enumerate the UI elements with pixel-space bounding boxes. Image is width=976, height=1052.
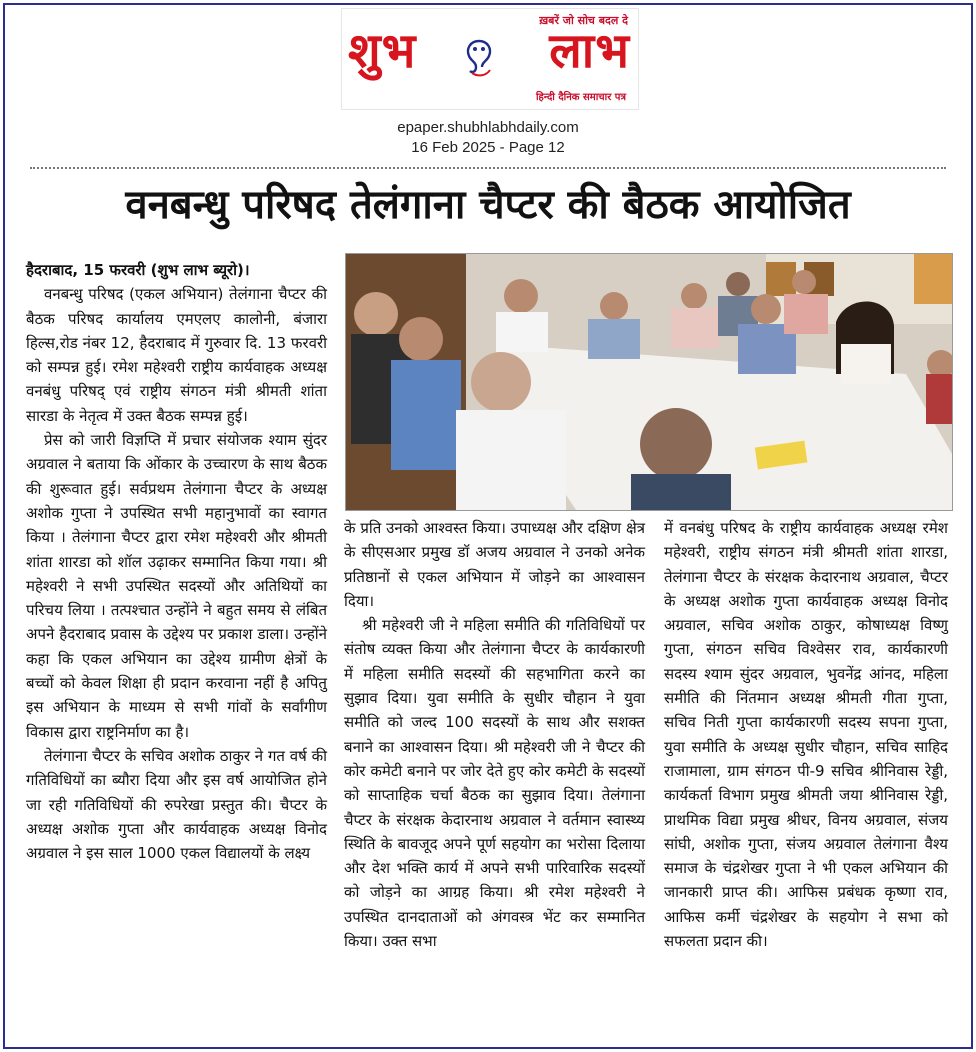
paragraph: में वनबंधु परिषद के राष्ट्रीय कार्यवाहक अध्यक्ष रमेश महेश्वरी, राष्ट्रीय संगठन मंत्री श्रीमती शांता शारडा, तेलंगाना चैप्टर के संरक्षक केदारनाथ अग्रवाल, चैप्टर के अध्यक्ष अशोक गुप्ता कार्यवाहक अध्यक्ष विनोद अग्रवाल, सचिव अशोक ठाकुर, कोषाध्यक्ष विष्णु गुप्ता, संगठन सचिव विश्वेसर राव, कार्यकारणी सदस्य श्याम सुंदर अग्रवाल, भुवनेंद्र आंनद, महिला समीति की निंतमान अध्यक्ष श्रीमती गीता गुप्ता, सचिव निती गुप्ता कार्यकारणी सदस्य सपना गुप्ता, युवा समीति के अध्यक्ष सुधीर चौहान, सचिव साहिद राजामाला, ग्राम संगठन पी-9 सचिव श्रीनिवास रेड्डी, कार्यकर्ता विभाग प्रमुख श्रीमती जया श्रीनिवास रेड्डी, प्राथमिक विद्या प्रमुख श्रीधर, विनय अग्रवाल, संजय सांघी, अशोक गुप्ता, संजय अग्रवाल तेलंगाना वैश्य समाज के चंद्रशेखर गुप्ता ने भी एकल अभियान की जानकारी प्राप्त की। आफिस प्रबंधक कृष्णा राव, आफिस कर्मी चंद्रशेखर के सहयोग ने सभा को सफलता प्रदान की। xyxy=(664,519,948,951)
masthead-logo xyxy=(341,8,639,110)
ganesha-icon xyxy=(460,37,498,77)
paragraph: के प्रति उनको आश्वस्त किया। उपाध्यक्ष और दक्षिण क्षेत्र के सीएसआर प्रमुख डॉ अजय अग्रवाल ने उनको अनेक प्रतिष्ठानों से एकल अभियान में जोड़ने का आश्वासन दिया। xyxy=(344,519,645,610)
article-headline: वनबन्धु परिषद तेलंगाना चैप्टर की बैठक आयोजित xyxy=(125,182,851,228)
divider xyxy=(30,167,946,169)
masthead-subtag: हिन्दी दैनिक समाचार पत्र xyxy=(535,92,626,103)
article-column-3 xyxy=(664,516,948,953)
article-column-2 xyxy=(344,516,645,953)
paragraph: वनबन्धु परिषद (एकल अभियान) तेलंगाना चैप्टर की बैठक परिषद कार्यालय एमएलए कालोनी, बंजारा हिल्स,रोड नंबर 12, हैदराबाद में गुरुवार दि. 13 फरवरी को सम्पन्न हुई। रमेश महेश्वरी राष्ट्रीय कार्यवाहक अध्यक्ष वनबंधु परिषद् एवं राष्ट्रीय संगठन मंत्री श्रीमती शांता सारडा के नेतृत्व में उक्त बैठक सम्पन्न हुई। xyxy=(26,285,327,425)
source-date-page: 16 Feb 2025 - Page 12 xyxy=(411,139,565,156)
paragraph: प्रेस को जारी विज्ञप्ति में प्रचार संयोजक श्याम सुंदर अग्रवाल ने बताया कि ओंकार के उच्चारण के साथ बैठक की शुरूवात हुई। सर्वप्रथम तेलंगाना चैप्टर के अध्यक्ष अशोक गुप्ता ने उपस्थित सभी महानुभावों का स्वागत किया । तेलंगाना चैप्टर द्वारा रमेश महेश्वरी और श्रीमती शांता शारडा को शॉल उढ़ाकर सम्मानित किया गया। श्री महेश्वरी ने सभी उपस्थित सदस्यों और अतिथियों का परिचय लिया । तत्पश्चात उन्होंने ने बहुत समय से लंबित अपने हैदराबाद प्रवास के उद्देश्य पर प्रकाश डाला। उन्होंने कहा कि एकल अभियान का उद्देश्य ग्रामीण क्षेत्रों के बच्चों को केवल शिक्षा ही प्रदान करवाना नहीं है अपितु इस अभियान के माध्यम से सभी गांवों के सर्वांगीण विकास द्वारा राष्ट्रनिर्माण का है। xyxy=(26,431,327,741)
source-url: epaper.shubhlabhdaily.com xyxy=(397,119,579,136)
logo-word-right: लाभ xyxy=(549,23,630,79)
paragraph: श्री महेश्वरी जी ने महिला समीति की गतिविधियों पर संतोष व्यक्त किया और तेलंगाना चैप्टर के कार्यकारणी में महिला समीति सदस्यों की सहभागिता करने का सुझाव दिया। युवा समीति के सुधीर चौहान ने युवा समीति को जल्द 100 सदस्यों के साथ और सशक्त बनाने का आश्वासन दिया। श्री महेश्वरी जी ने चैप्टर की कोर कमेटी बनाने पर जोर देते हुए कोर कमेटी के सदस्यों को साप्ताहिक चर्चा बैठक का सुझाव दिया। तेलंगाना चैप्टर के संरक्षक केदारनाथ अग्रवाल ने वर्तमान स्वास्थ्य स्थिति के बावजूद अपने पूर्ण सहयोग का भरोसा दिलाया और देश भक्ति कार्य में अपने सभी पारिवारिक सदस्यों को जोड़ने का आग्रह किया। श्री रमेश महेश्वरी ने उपस्थित दानदाताओं को अंगवस्त्र भेंट कर सम्मानित किया। उक्त सभा xyxy=(344,616,645,951)
meeting-photo xyxy=(345,253,953,511)
article-column-1 xyxy=(26,258,327,865)
dateline: हैदराबाद, 15 फरवरी (शुभ लाभ ब्यूरो)। xyxy=(26,261,250,279)
paragraph: तेलंगाना चैप्टर के सचिव अशोक ठाकुर ने गत वर्ष की गतिविधियों का ब्यौरा दिया और इस वर्ष आयोजित होने जा रही गतिविधियों की रुपरेखा प्रस्तुत की। चैप्टर के अध्यक्ष अशोक गुप्ता और कार्यवाहक अध्यक्ष विनोद अग्रवाल ने इस साल 1000 एकल विद्यालयों के लक्ष्य xyxy=(26,746,327,863)
masthead-tagline: ख़बरें जो सोच बदल दे xyxy=(539,14,628,27)
logo-word-left: शुभ xyxy=(348,23,417,79)
